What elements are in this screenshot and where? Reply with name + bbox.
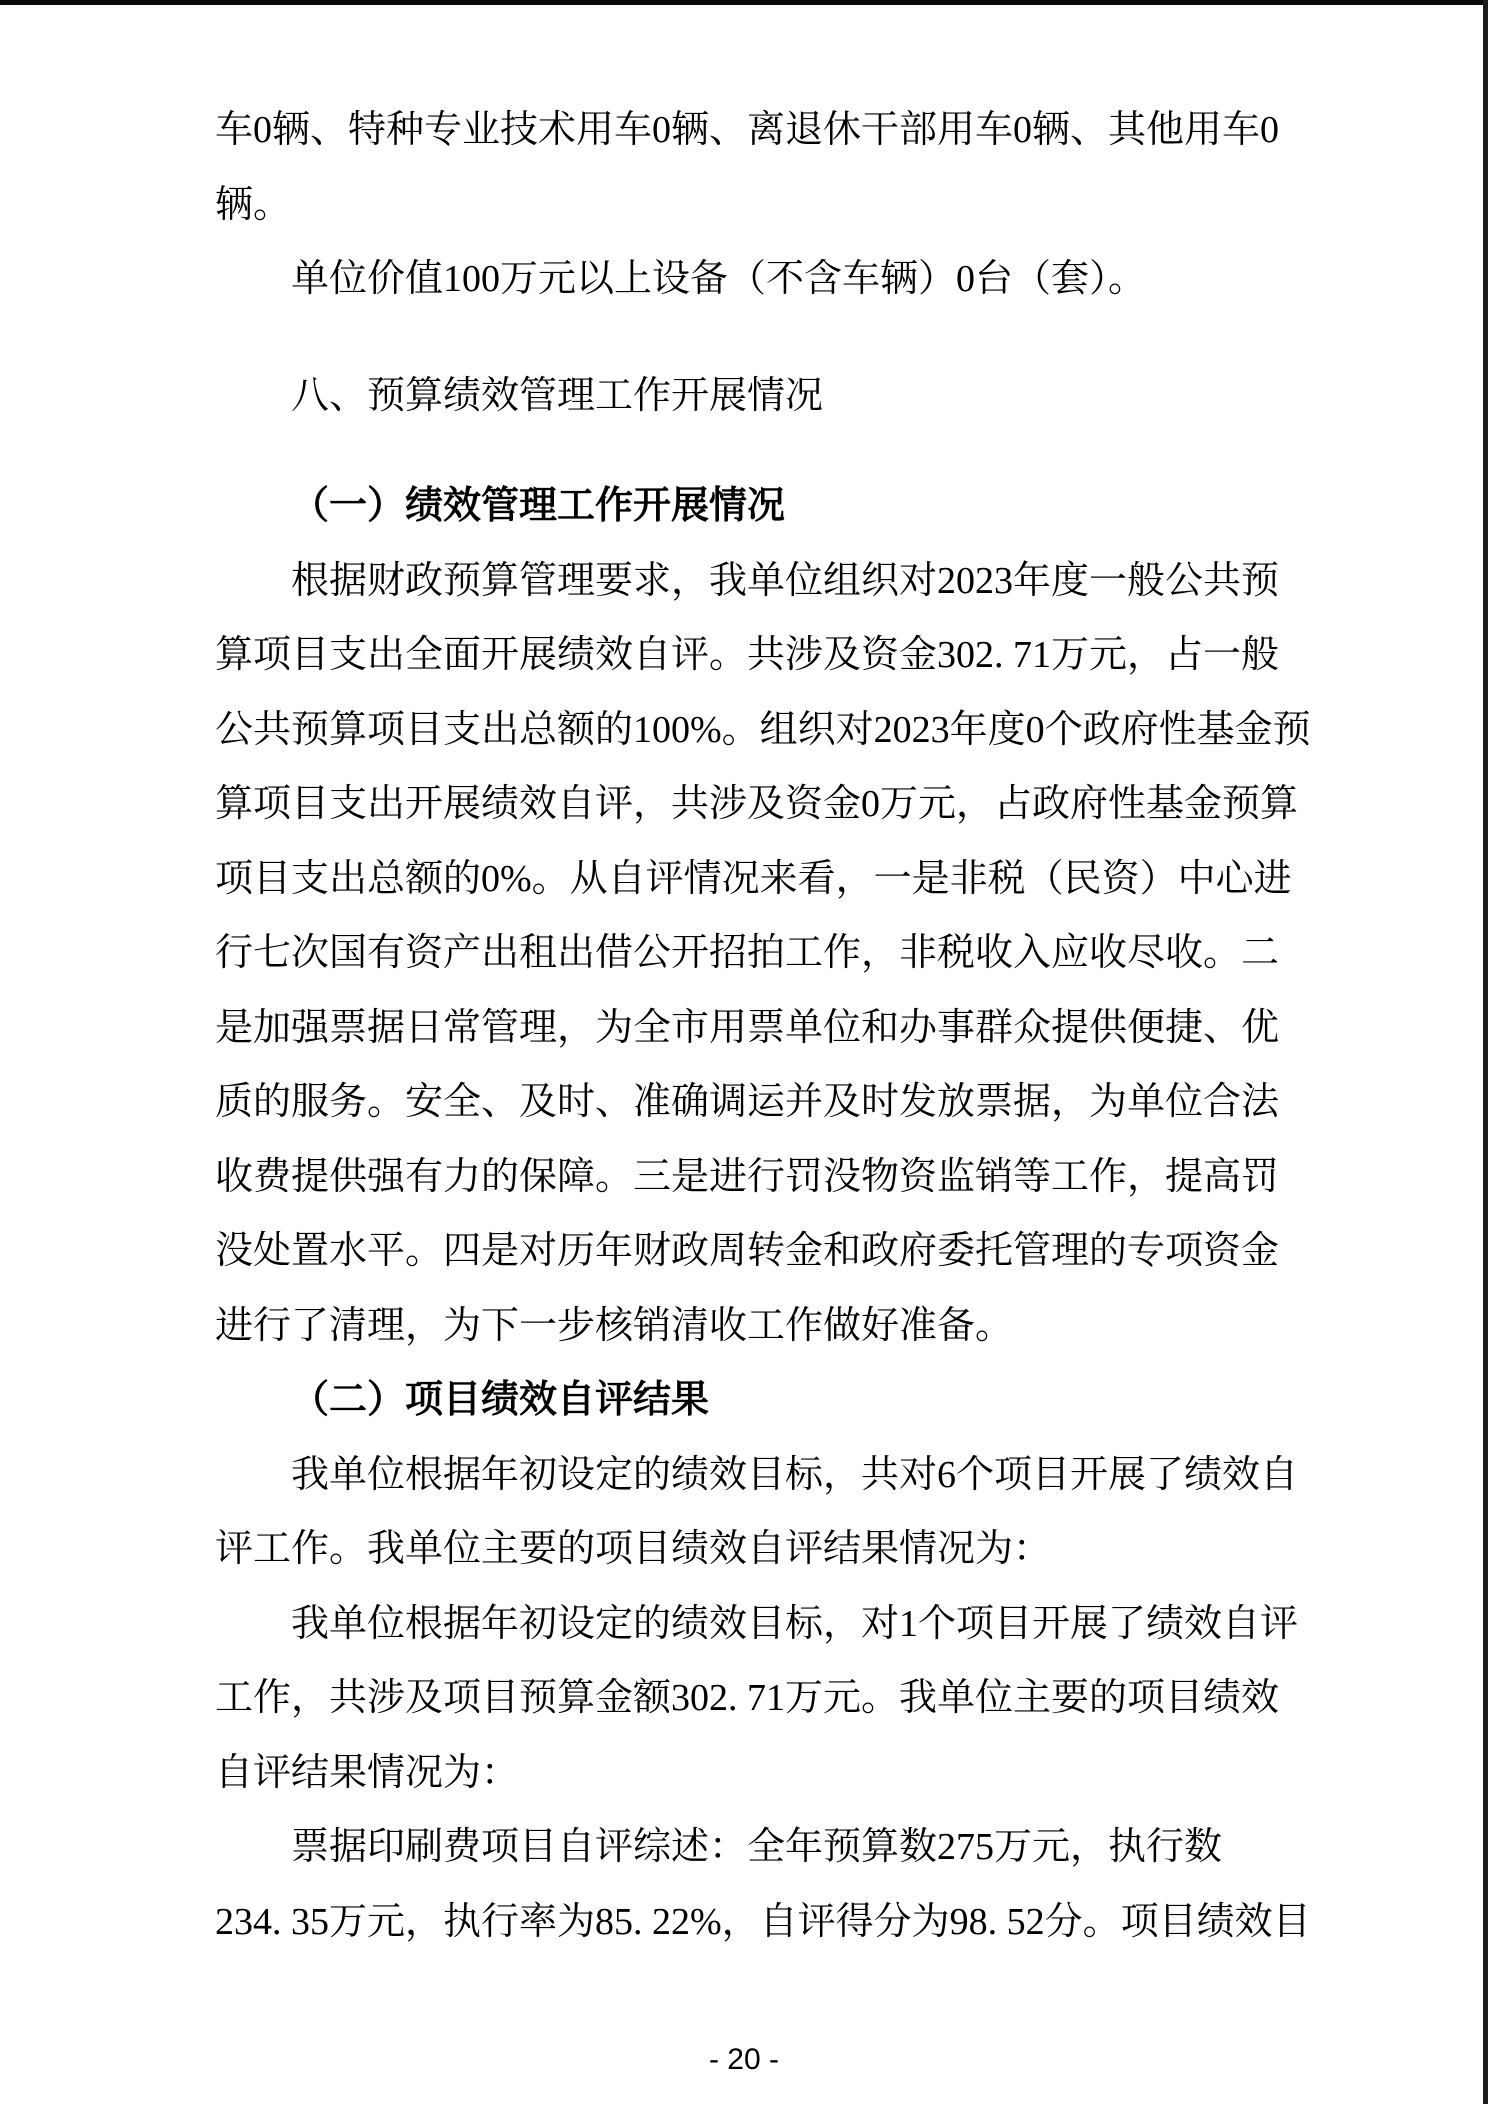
scan-edge-right [1483,0,1488,2104]
body-text-line: 单位价值100万元以上设备（不含车辆）0台（套）。 [291,258,1147,300]
page-number: - 20 - [708,2043,780,2076]
body-text-line: 项目支出总额的0%。从自评情况来看，一是非税（民资）中心进 [215,857,1292,900]
body-text-line: 评工作。我单位主要的项目绩效自评结果情况为： [215,1528,1052,1570]
body-text-line: 票据印刷费项目自评综述：全年预算数275万元，执行数 [291,1826,1223,1868]
section-heading-8: 八、预算绩效管理工作开展情况 [291,374,824,417]
body-text-line: 根据财政预算管理要求，我单位组织对2023年度一般公共预 [291,559,1280,602]
body-text-line: 我单位根据年初设定的绩效目标，对1个项目开展了绩效自评 [291,1602,1299,1645]
body-text-line: 没处置水平。四是对历年财政周转金和政府委托管理的专项资金 [215,1230,1280,1272]
subsection-heading-2: （二）项目绩效自评结果 [291,1379,710,1421]
body-text-line: 质的服务。安全、及时、准确调运并及时发放票据，为单位合法 [215,1081,1280,1123]
text-block [215,93,1335,1959]
body-text-line: 公共预算项目支出总额的100%。组织对2023年度0个政府性基金预 [215,708,1311,751]
body-text-line: 行七次国有资产出租出借公开招拍工作，非税收入应收尽收。二 [215,932,1280,974]
body-text-line: 是加强票据日常管理，为全市用票单位和办事群众提供便捷、优 [215,1006,1280,1049]
body-text-line: 工作，共涉及项目预算金额302. 71万元。我单位主要的项目绩效 [215,1677,1280,1719]
body-text-line: 234. 35万元，执行率为85. 22%，自评得分为98. 52分。项目绩效目 [215,1900,1311,1943]
body-text-line: 自评结果情况为： [215,1751,520,1794]
body-text-line: 辆。 [215,183,292,226]
body-text-line: 我单位根据年初设定的绩效目标，共对6个项目开展了绩效自 [291,1453,1299,1496]
body-text-line: 进行了清理，为下一步核销清收工作做好准备。 [215,1304,1014,1347]
scan-edge-top [0,0,1488,5]
body-text-line: 收费提供强有力的保障。三是进行罚没物资监销等工作，提高罚 [215,1155,1280,1198]
subsection-heading-1: （一）绩效管理工作开展情况 [291,485,786,527]
body-text-line: 车0辆、特种专业技术用车0辆、离退休干部用车0辆、其他用车0 [215,109,1280,151]
body-text-line: 算项目支出全面开展绩效自评。共涉及资金302. 71万元，占一般 [215,634,1280,676]
body-text-line: 算项目支出开展绩效自评，共涉及资金0万元，占政府性基金预算 [215,783,1299,825]
